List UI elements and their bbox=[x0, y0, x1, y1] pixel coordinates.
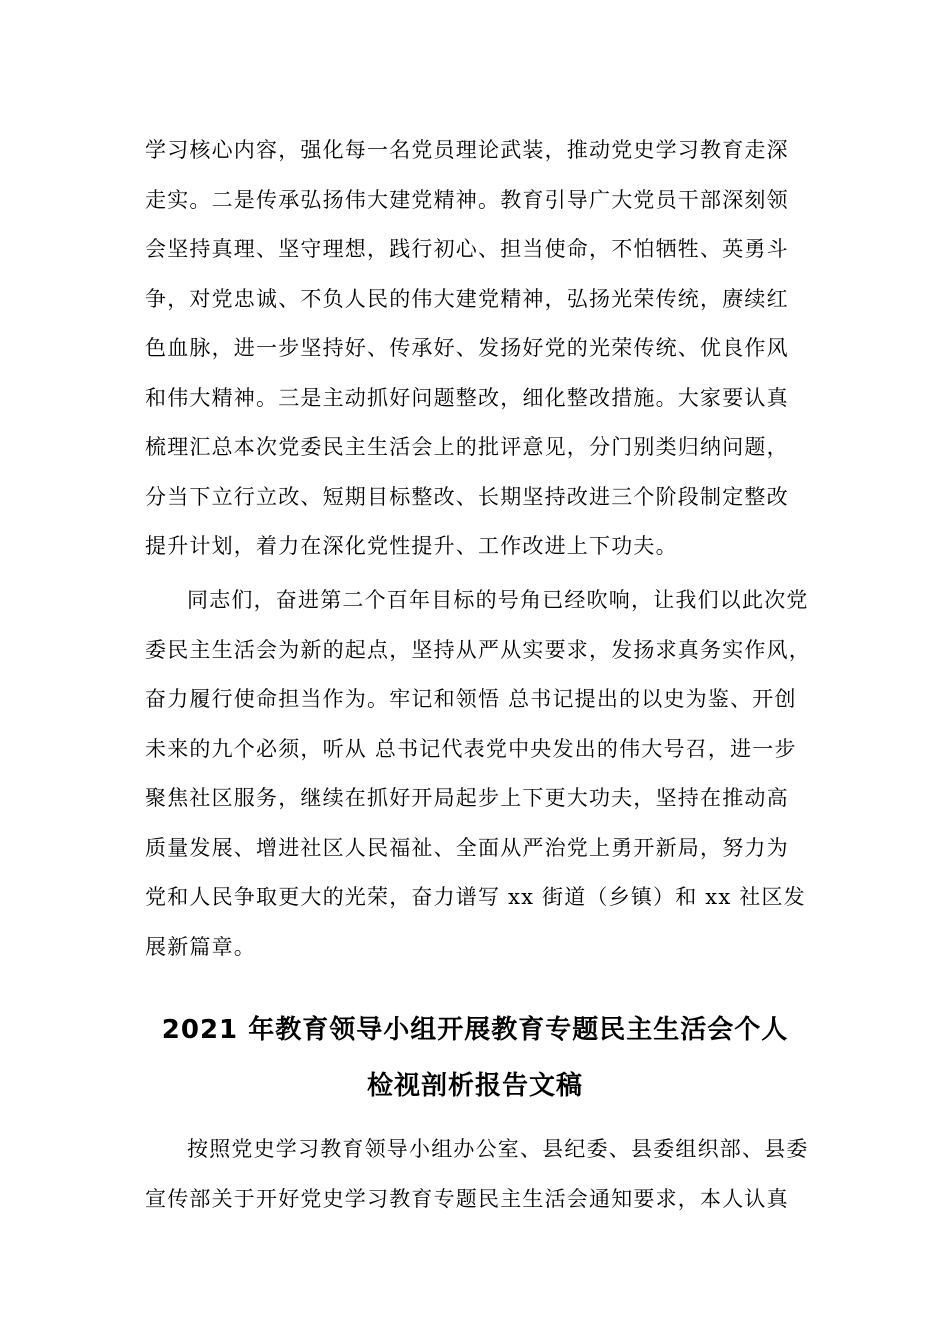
text-line: 同志们，奋进第二个百年目标的号角已经吹响，让我们以此次党 bbox=[187, 588, 809, 612]
body-paragraph bbox=[145, 126, 815, 572]
text-line: 学习核心内容，强化每一名党员理论武装，推动党史学习教育走深 bbox=[145, 138, 789, 162]
body-paragraph bbox=[145, 1125, 815, 1224]
text-line: 梳理汇总本次党委民主生活会上的批评意见，分门别类归纳问题， bbox=[145, 435, 789, 459]
text-line: 按照党史学习教育领导小组办公室、县纪委、县委组织部、县委 bbox=[187, 1137, 809, 1161]
heading-line: 2021 年教育领导小组开展教育专题民主生活会个人 bbox=[161, 1015, 789, 1045]
text-line: 党和人民争取更大的光荣，奋力谱写 xx 街道（乡镇）和 xx 社区发 bbox=[145, 885, 806, 909]
text-line: 色血脉，进一步坚持好、传承好、发扬好党的光荣传统、优良作风 bbox=[145, 336, 789, 360]
heading-line: 检视剖析报告文稿 bbox=[366, 1071, 583, 1101]
text-line: 聚焦社区服务，继续在抓好开局起步上下更大功夫，坚持在推动高 bbox=[145, 786, 789, 810]
text-line: 展新篇章。 bbox=[145, 934, 256, 959]
text-line: 提升计划，着力在深化党性提升、工作改进上下功夫。 bbox=[145, 534, 678, 558]
text-line: 质量发展、增进社区人民福祉、全面从严治党上勇开新局，努力为 bbox=[145, 835, 789, 860]
text-line: 奋力履行使命担当作为。牢记和领悟 总书记提出的以史为鉴、开创 bbox=[145, 687, 797, 711]
text-line: 宣传部关于开好党史学习教育专题民主生活会通知要求，本人认真 bbox=[145, 1186, 789, 1211]
text-line: 争，对党忠诚、不负人民的伟大建党精神，弘扬光荣传统，赓续红 bbox=[145, 286, 789, 311]
text-line: 未来的九个必须，听从 总书记代表党中央发出的伟大号召，进一步 bbox=[145, 736, 797, 761]
text-line: 走实。二是传承弘扬伟大建党精神。教育引导广大党员干部深刻领 bbox=[145, 187, 789, 212]
body-paragraph bbox=[145, 576, 815, 972]
text-line: 和伟大精神。三是主动抓好问题整改，细化整改措施。大家要认真 bbox=[145, 385, 789, 410]
text-line: 分当下立行立改、短期目标整改、长期坚持改进三个阶段制定整改 bbox=[145, 484, 789, 509]
text-line: 委民主生活会为新的起点，坚持从严从实要求，发扬求真务实作风， bbox=[145, 637, 811, 662]
text-line: 会坚持真理、坚守理想，践行初心、担当使命，不怕牺牲、英勇斗 bbox=[145, 237, 789, 261]
section-heading bbox=[100, 1002, 850, 1114]
